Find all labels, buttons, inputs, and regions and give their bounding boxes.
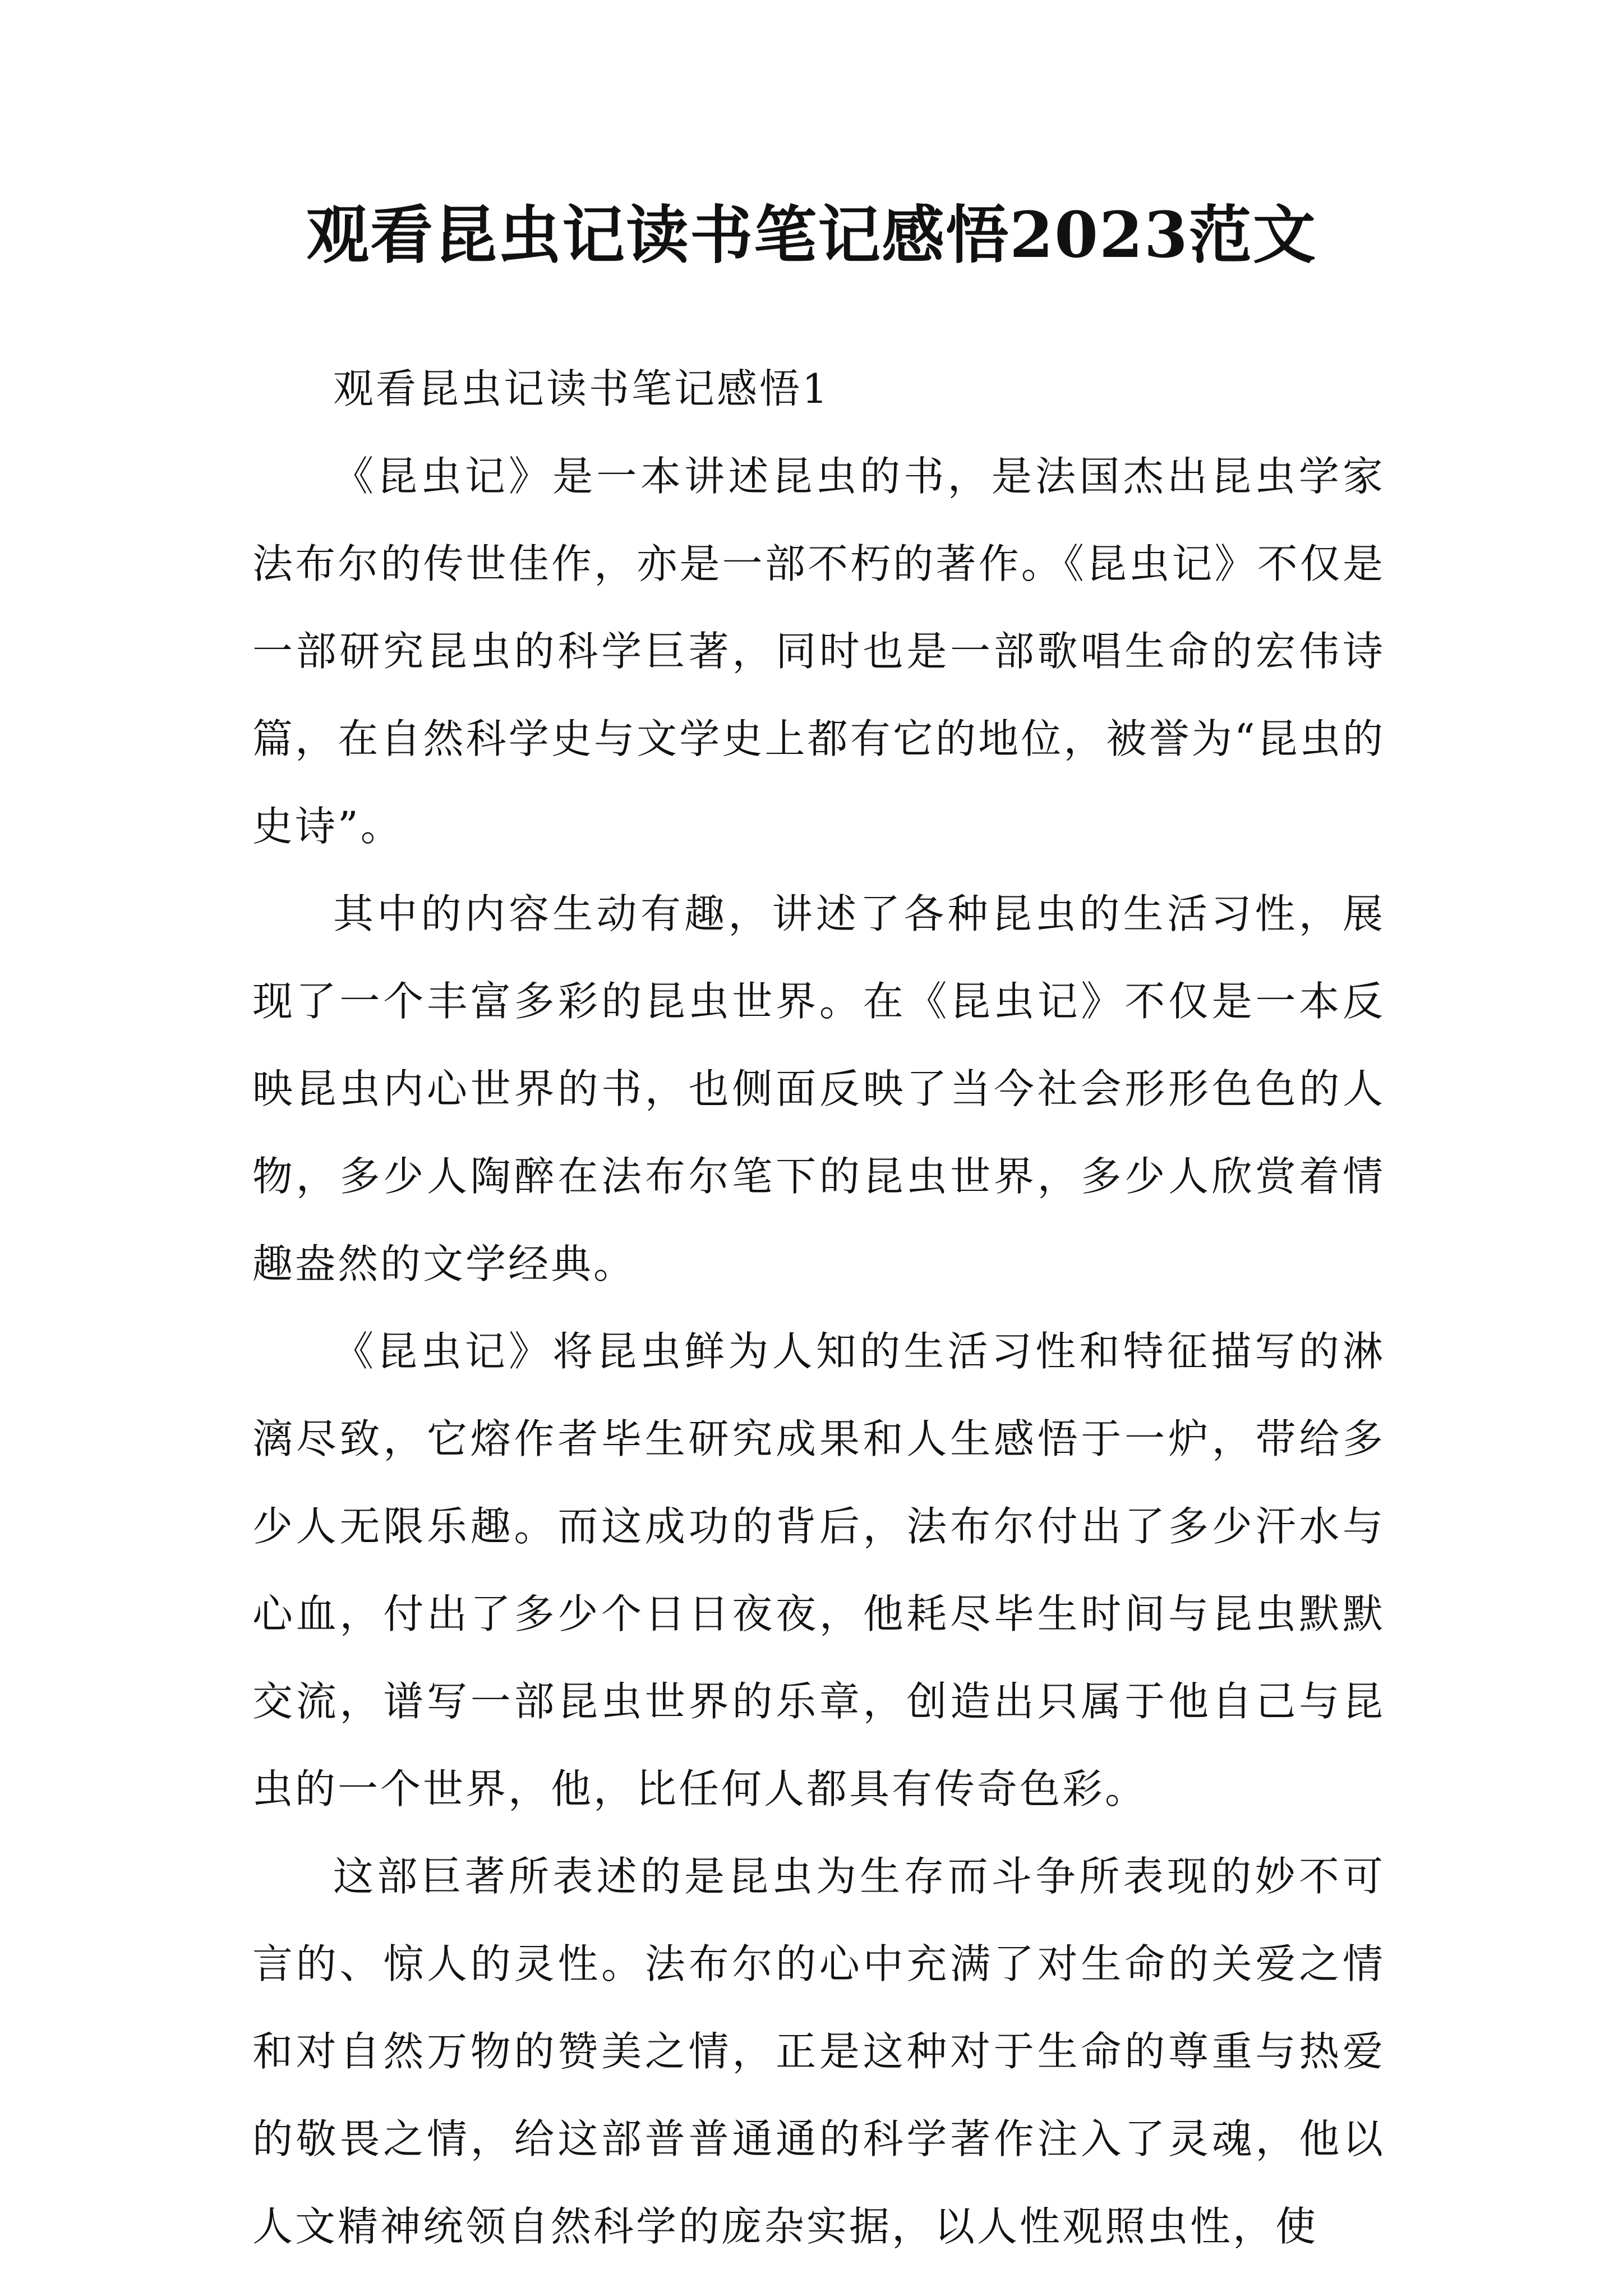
paragraph-2: 其中的内容生动有趣，讲述了各种昆虫的生活习性，展现了一个丰富多彩的昆虫世界。在《昆虫记》不仅是一本反映昆虫内心世界的书，也侧面反映了当今社会形形色色的人物，多少人陶醉在法布尔笔下的昆虫世界，多少人欣赏着情趣盎然的文学经典。 (252, 890, 1385, 1287)
paragraph-3: 《昆虫记》将昆虫鲜为人知的生活习性和特征描写的淋漓尽致，它熔作者毕生研究成果和人生感悟于一炉，带给多少人无限乐趣。而这成功的背后，法布尔付出了多少汗水与心血，付出了多少个日日夜夜，他耗尽毕生时间与昆虫默默交流，谱写一部昆虫世界的乐章，创造出只属于他自己与昆虫的一个世界，他，比任何人都具有传奇色彩。 (252, 1328, 1385, 1812)
document-body (252, 345, 1385, 2270)
document-title: 观看昆虫记读书笔记感悟2023范文 (306, 199, 1317, 272)
section-heading: 观看昆虫记读书笔记感悟1 (333, 365, 830, 412)
paragraph-4: 这部巨著所表述的是昆虫为生存而斗争所表现的妙不可言的、惊人的灵性。法布尔的心中充满了对生命的关爱之情和对自然万物的赞美之情，正是这种对于生命的尊重与热爱的敬畏之情，给这部普普通通的科学著作注入了灵魂，他以人文精神统领自然科学的庞杂实据，以人性观照虫性，使 (252, 1853, 1385, 2250)
paragraph-1: 《昆虫记》是一本讲述昆虫的书，是法国杰出昆虫学家法布尔的传世佳作，亦是一部不朽的著作。《昆虫记》不仅是一部研究昆虫的科学巨著，同时也是一部歌唱生命的宏伟诗篇，在自然科学史与文学史上都有它的地位，被誉为“昆虫的史诗”。 (252, 453, 1385, 850)
